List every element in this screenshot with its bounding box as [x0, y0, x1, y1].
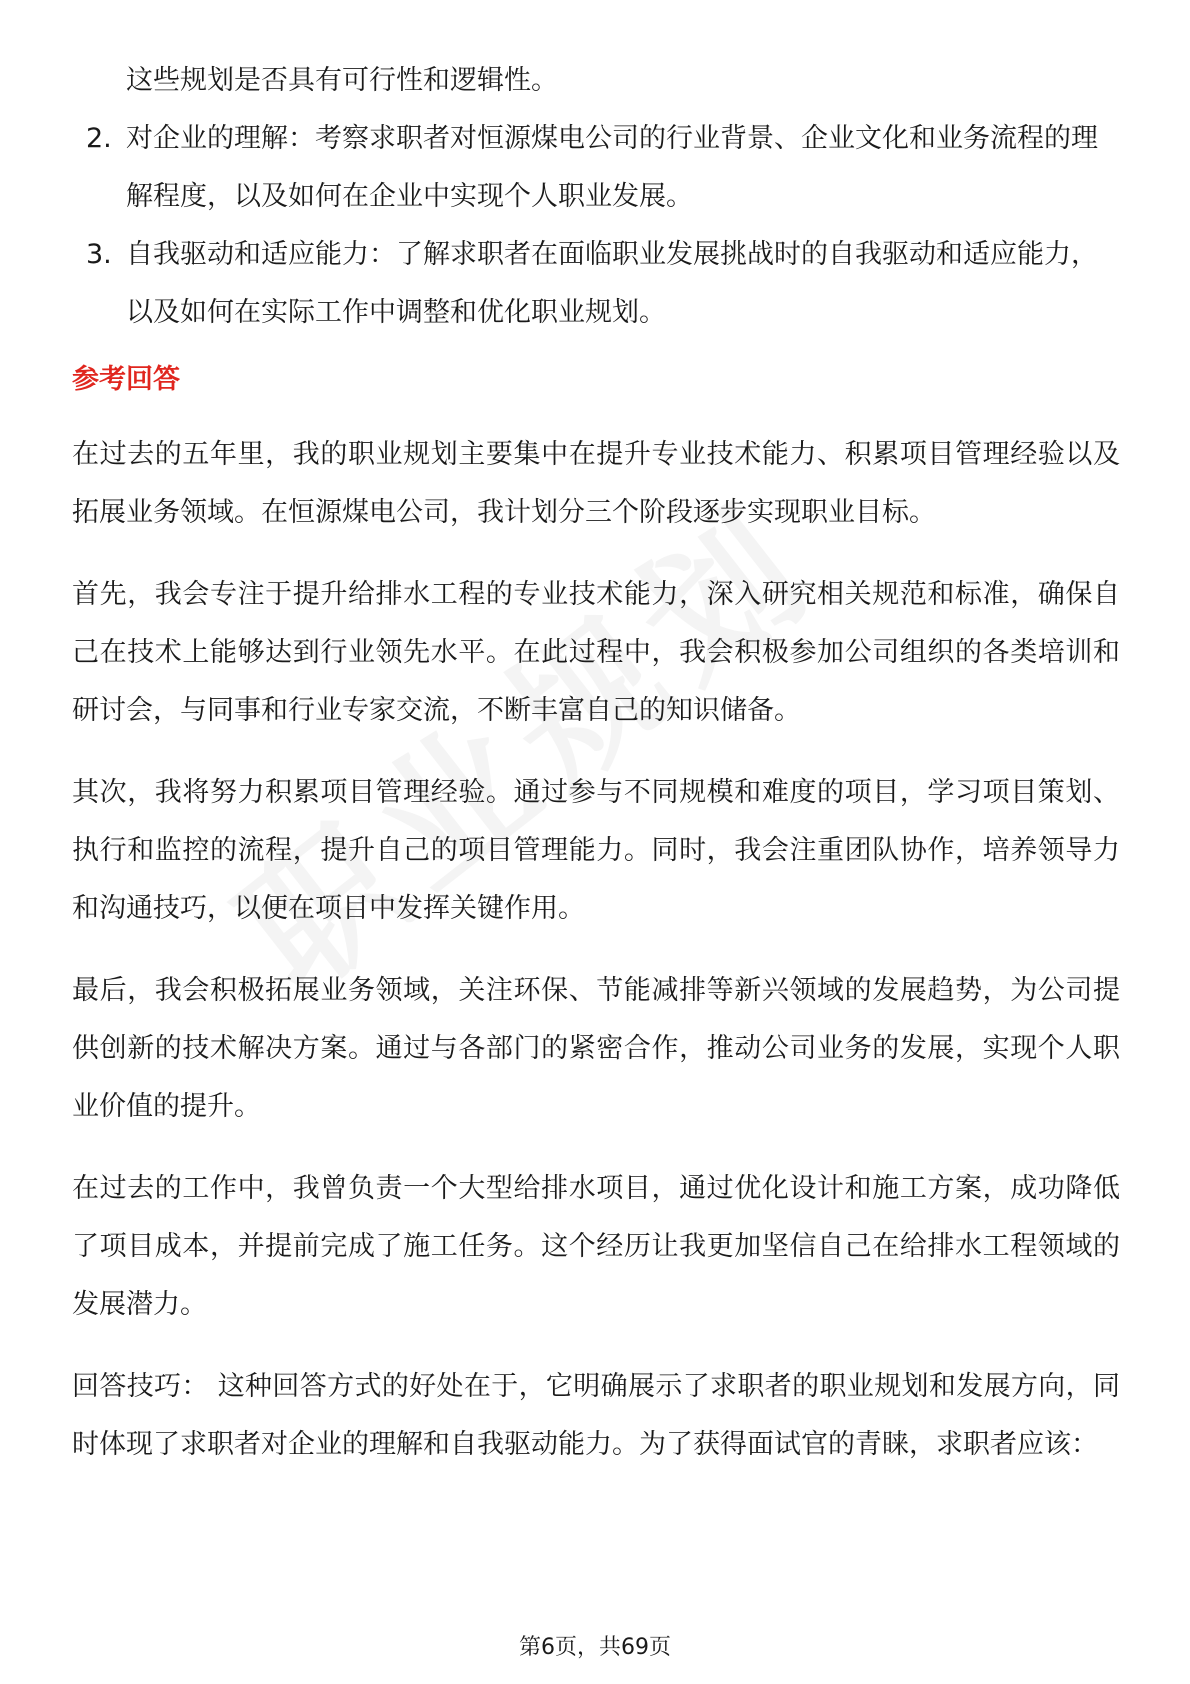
list-item-number: 2.: [86, 123, 112, 154]
list-item-continuation: 这些规划是否具有可行性和逻辑性。: [126, 65, 558, 96]
list-item-text: 自我驱动和适应能力：了解求职者在面临职业发展挑战时的自我驱动和适应能力，以及如何在实际工作中调整和优化职业规划。: [126, 239, 1098, 328]
body-paragraph: 首先，我会专注于提升给排水工程的专业技术能力，深入研究相关规范和标准，确保自己在技术上能够达到行业领先水平。在此过程中，我会积极参加公司组织的各类培训和研讨会，与同事和行业专家交流，不断丰富自己的知识储备。: [72, 579, 1120, 726]
page-content: [72, 52, 1120, 1498]
page-number: 第6页，共69页: [519, 1635, 671, 1660]
list-item-text: 对企业的理解：考察求职者对恒源煤电公司的行业背景、企业文化和业务流程的理解程度，以及如何在企业中实现个人职业发展。: [126, 123, 1098, 212]
body-paragraph: 在过去的五年里，我的职业规划主要集中在提升专业技术能力、积累项目管理经验以及拓展业务领域。在恒源煤电公司，我计划分三个阶段逐步实现职业目标。: [72, 439, 1120, 528]
body-paragraph: 最后，我会积极拓展业务领域，关注环保、节能减排等新兴领域的发展趋势，为公司提供创新的技术解决方案。通过与各部门的紧密合作，推动公司业务的发展，实现个人职业价值的提升。: [72, 975, 1120, 1122]
list-item: [72, 226, 1120, 342]
list-item-number: 3.: [86, 239, 112, 270]
section-heading: 参考回答: [72, 364, 180, 395]
list-item: [72, 110, 1120, 226]
body-paragraph: 在过去的工作中，我曾负责一个大型给排水项目，通过优化设计和施工方案，成功降低了项目成本，并提前完成了施工任务。这个经历让我更加坚信自己在给排水工程领域的发展潜力。: [72, 1173, 1120, 1320]
answer-tips-paragraph: 回答技巧： 这种回答方式的好处在于，它明确展示了求职者的职业规划和发展方向，同时体现了求职者对企业的理解和自我驱动能力。为了获得面试官的青睐，求职者应该：: [72, 1371, 1120, 1460]
body-paragraph: 其次，我将努力积累项目管理经验。通过参与不同规模和难度的项目，学习项目策划、执行和监控的流程，提升自己的项目管理能力。同时，我会注重团队协作，培养领导力和沟通技巧，以便在项目中发挥关键作用。: [72, 777, 1120, 924]
